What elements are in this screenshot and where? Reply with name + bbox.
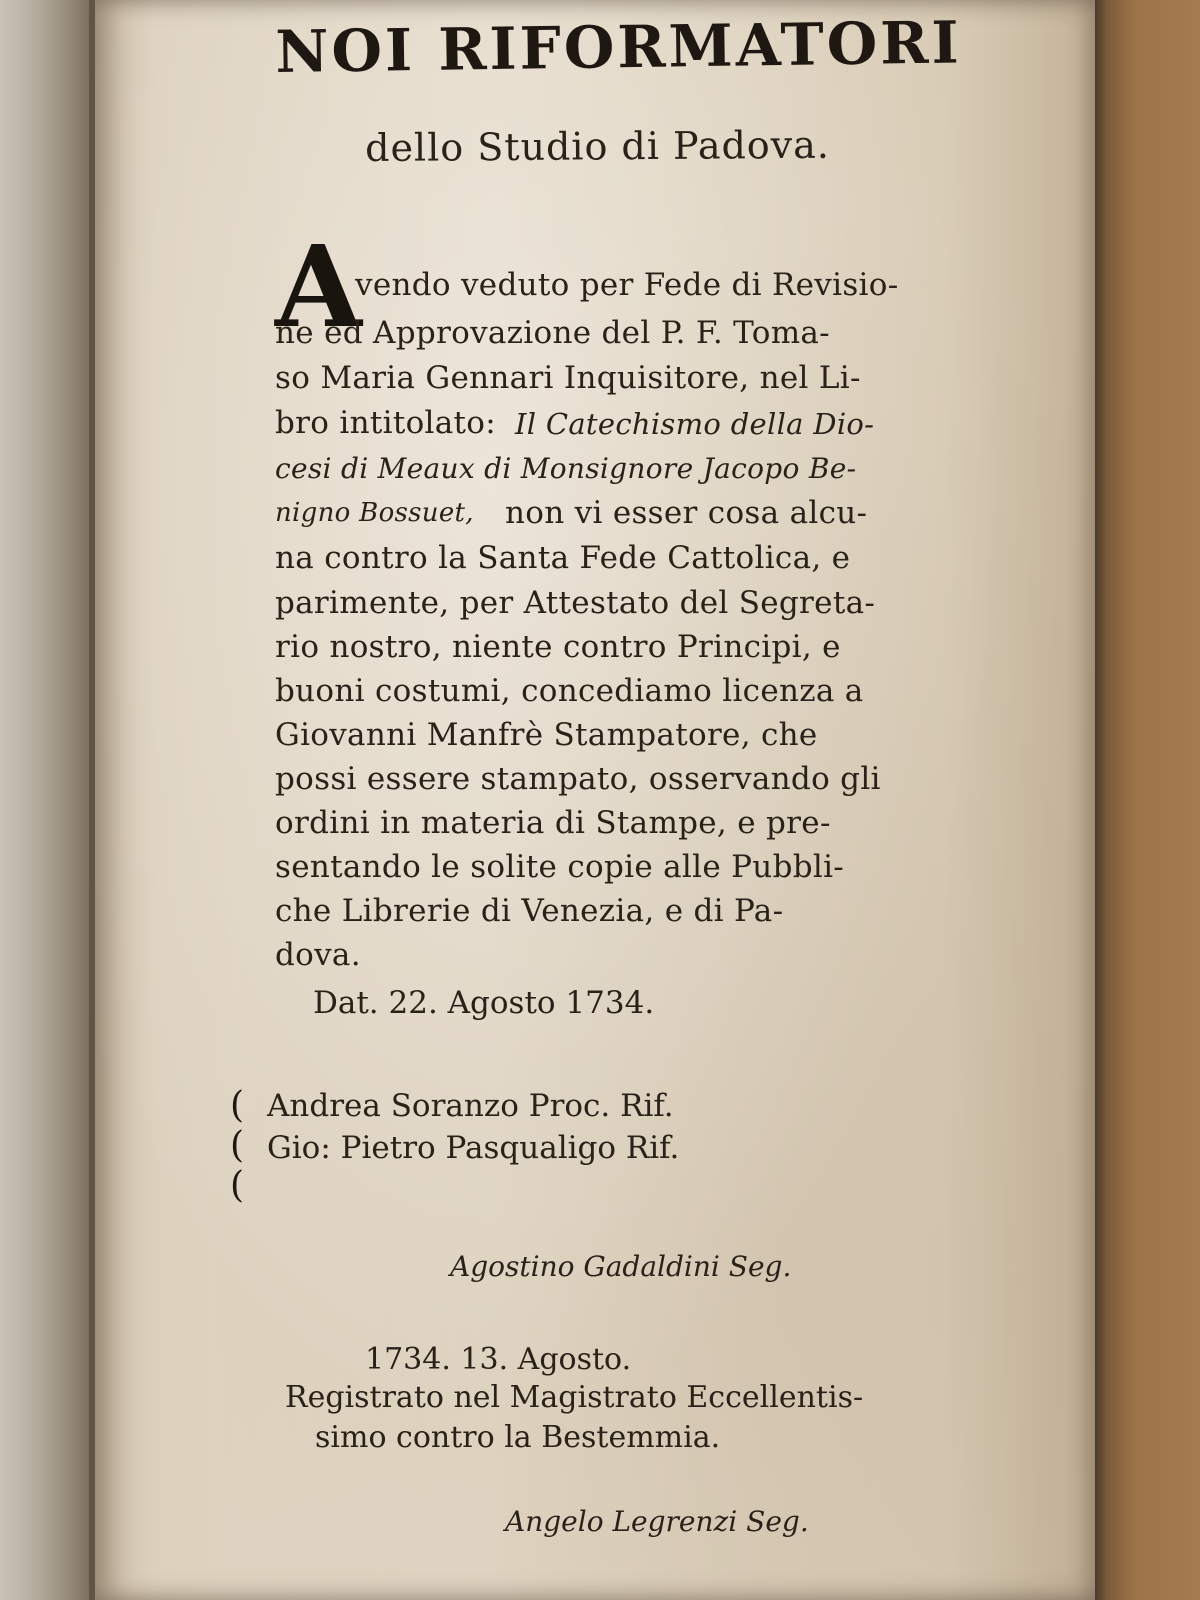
body-line: Giovanni Manfrè Stampatore, che [275,717,818,753]
drop-cap: A [275,222,362,353]
book-title-line: Il Catechismo della Dio- [515,407,875,441]
printed-page [95,0,1095,1600]
body-line: possi essere stampato, osservando gli [275,761,881,797]
page-title: NOI RIFORMATORI [275,8,963,86]
body-line: ordini in materia di Stampe, e pre- [275,805,831,841]
date-line: Dat. 22. Agosto 1734. [313,985,655,1021]
body-line: parimente, per Attestato del Segreta- [275,585,876,621]
body-line: sentando le solite copie alle Pubbli- [275,849,845,885]
registration-date: 1734. 13. Agosto. [365,1342,632,1377]
signer-name: Gio: Pietro Pasqualigo Rif. [267,1130,680,1166]
body-line: che Librerie di Venezia, e di Pa- [275,893,784,929]
wooden-table [1095,0,1200,1600]
body-line: na contro la Santa Fede Cattolica, e [275,540,851,576]
book-title-line: nigno Bossuet, [275,498,474,528]
body-line: buoni costumi, concediamo licenza a [275,673,864,709]
book-title-line: cesi di Meaux di Monsignore Jacopo Be- [275,452,857,485]
body-line: so Maria Gennari Inquisitore, nel Li- [275,360,861,396]
body-line: dova. [275,937,361,973]
body-line: non vi esser cosa alcu- [505,495,868,531]
registrar-signature: Angelo Legrenzi Seg. [505,1505,809,1538]
secretary-signature: Agostino Gadaldini Seg. [450,1250,792,1283]
brace-mark: ( [230,1085,245,1126]
brace-mark: ( [230,1165,245,1206]
body-line: vendo veduto per Fede di Revisio- [355,267,899,303]
body-line: ne ed Approvazione del P. F. Toma- [275,315,830,351]
signer-name: Andrea Soranzo Proc. Rif. [267,1088,674,1124]
page-subtitle: dello Studio di Padova. [365,122,831,170]
body-line: rio nostro, niente contro Principi, e [275,629,841,665]
registration-line: Registrato nel Magistrato Eccellentis- [285,1380,864,1415]
body-line: bro intitolato: [275,405,497,441]
brace-mark: ( [230,1125,245,1166]
adjacent-page-edge [0,0,95,1600]
registration-line: simo contro la Bestemmia. [315,1420,721,1455]
